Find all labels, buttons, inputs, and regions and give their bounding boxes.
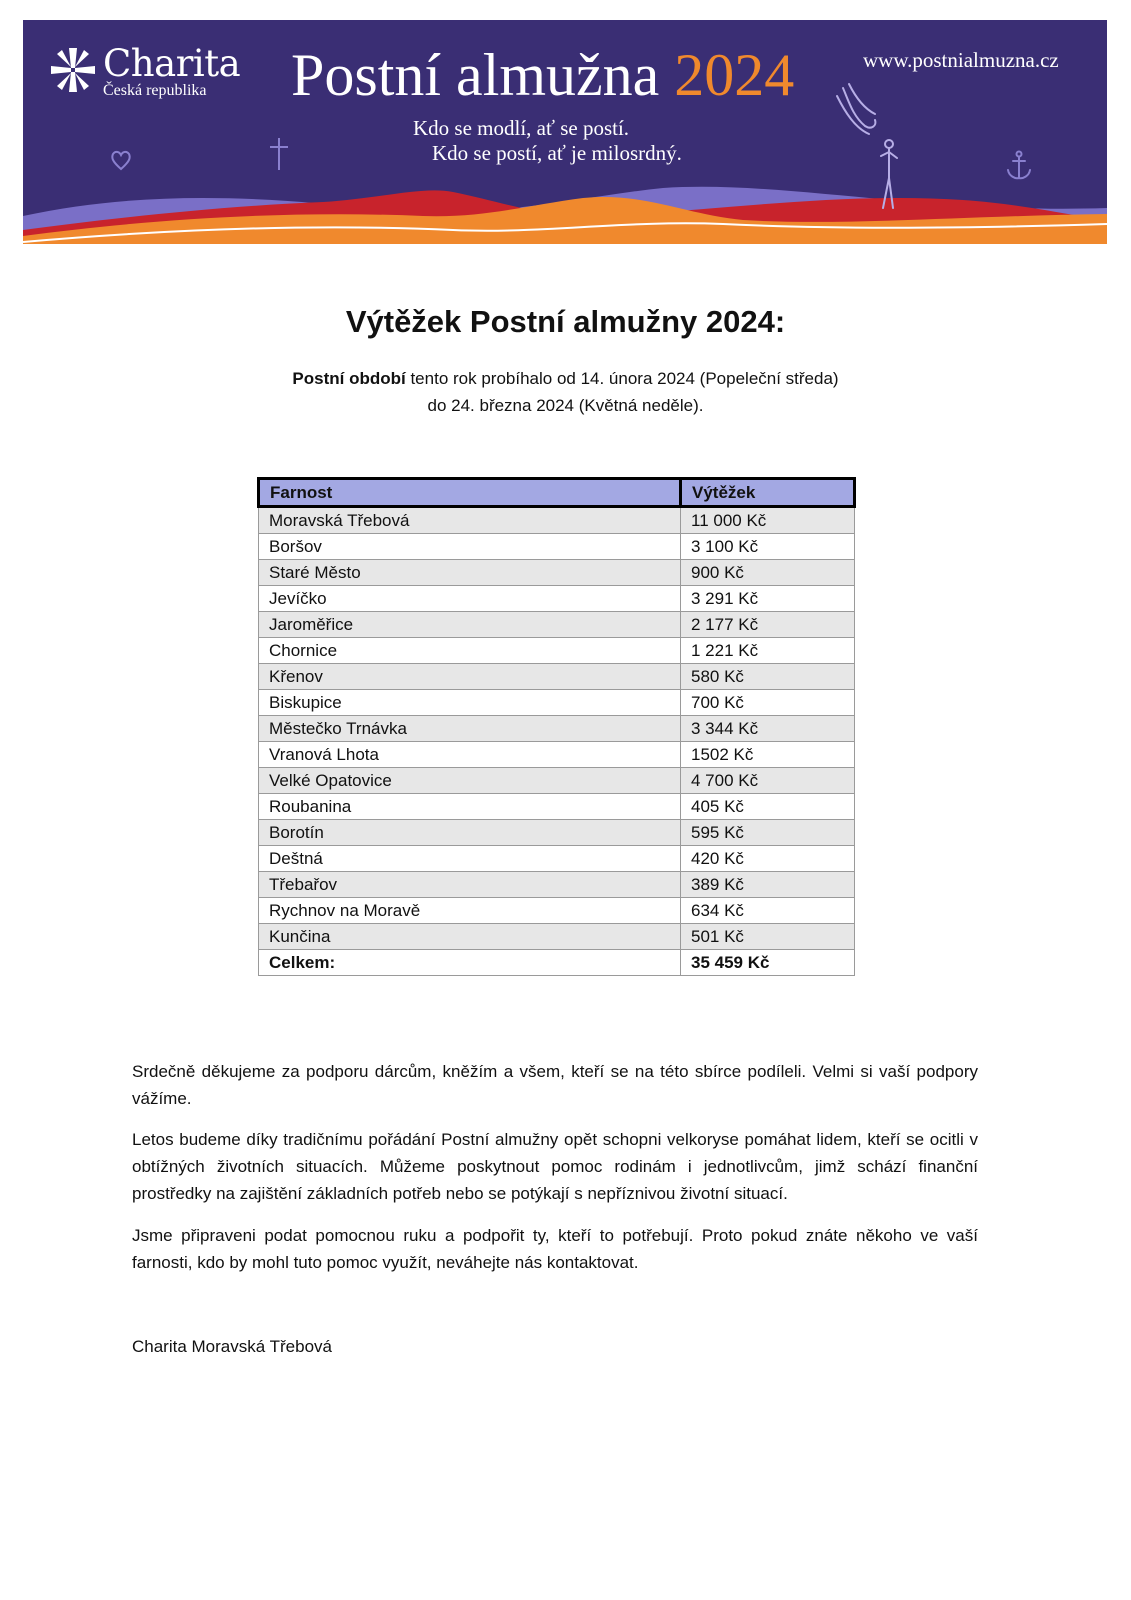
motto-line-2: Kdo se postí, ať je milosrdný. [432,141,682,165]
header-vytezek: Výtěžek [681,479,855,507]
table-row [259,690,855,716]
table-total-row [259,950,855,976]
total-amount: 35 459 Kč [681,950,855,976]
parish-cell: Jevíčko [259,586,681,612]
table-row [259,924,855,950]
cross-icon [267,136,291,172]
parish-cell: Roubanina [259,794,681,820]
header-farnost: Farnost [259,479,681,507]
header-banner [23,20,1107,244]
results-table [257,477,856,976]
amount-cell: 1 221 Kč [681,638,855,664]
amount-cell: 405 Kč [681,794,855,820]
amount-cell: 3 291 Kč [681,586,855,612]
parish-cell: Rychnov na Moravě [259,898,681,924]
motto-line-1: Kdo se modlí, ať se postí. [413,116,630,140]
charita-logo [49,44,240,99]
banner-title-year: 2024 [674,42,795,108]
logo-name: Charita [103,42,241,85]
parish-cell: Křenov [259,664,681,690]
table-row [259,507,855,534]
amount-cell: 580 Kč [681,664,855,690]
heart-icon [109,148,133,172]
table-row [259,768,855,794]
parish-cell: Velké Opatovice [259,768,681,794]
table-header-row [259,479,855,507]
parish-cell: Městečko Trnávka [259,716,681,742]
intro-line-2: do 24. března 2024 (Květná neděle). [427,396,704,415]
table-row [259,664,855,690]
table-row [259,820,855,846]
amount-cell: 389 Kč [681,872,855,898]
banner-title-main: Postní almužna [291,42,660,108]
banner-title [291,42,794,108]
thanks-paragraph: Srdečně děkujeme za podporu dárcům, kněžím a všem, kteří se na této sbírce podíleli. Velmi si vaší podpory vážíme. [132,1062,978,1108]
parish-cell: Boršov [259,534,681,560]
amount-cell: 3 344 Kč [681,716,855,742]
table-row [259,846,855,872]
parish-cell: Jaroměřice [259,612,681,638]
table-row [259,742,855,768]
parish-cell: Třebařov [259,872,681,898]
amount-cell: 1502 Kč [681,742,855,768]
document-title: Výtěžek Postní almužny 2024: [345,304,786,339]
parish-cell: Deštná [259,846,681,872]
signature: Charita Moravská Třebová [132,1337,332,1356]
parish-cell: Kunčina [259,924,681,950]
intro-text [0,365,1131,419]
parish-cell: Vranová Lhota [259,742,681,768]
parish-cell: Chornice [259,638,681,664]
amount-cell: 2 177 Kč [681,612,855,638]
parish-cell: Staré Město [259,560,681,586]
table-row [259,534,855,560]
amount-cell: 420 Kč [681,846,855,872]
parish-cell: Moravská Třebová [259,507,681,534]
helping-hands-icon [835,82,905,212]
table-row [259,638,855,664]
intro-bold: Postní období [292,369,406,388]
table-row [259,612,855,638]
intro-line-1: tento rok probíhalo od 14. února 2024 (Popeleční středa) [405,369,839,388]
table-row [259,586,855,612]
banner-url: www.postnialmuzna.cz [863,48,1059,72]
amount-cell: 595 Kč [681,820,855,846]
amount-cell: 634 Kč [681,898,855,924]
logo-subtitle: Česká republika [103,82,207,99]
charita-cross-icon [49,46,97,94]
amount-cell: 3 100 Kč [681,534,855,560]
amount-cell: 11 000 Kč [681,507,855,534]
table-row [259,898,855,924]
parish-cell: Biskupice [259,690,681,716]
amount-cell: 501 Kč [681,924,855,950]
parish-cell: Borotín [259,820,681,846]
amount-cell: 900 Kč [681,560,855,586]
table-row [259,560,855,586]
help-paragraph: Letos budeme díky tradičnímu pořádání Postní almužny opět schopni velkoryse pomáhat lidem, kteří se ocitli v obtížných životních situacích. Můžeme poskytnout pomoc rodinám i jednotlivcům, jimž schází finanční prostředky na zajištění základních potřeb nebo se potýkají s nepříznivou životní situací. [132,1130,978,1203]
amount-cell: 4 700 Kč [681,768,855,794]
total-label: Celkem: [259,950,681,976]
anchor-icon [1005,150,1033,182]
contact-paragraph: Jsme připraveni podat pomocnou ruku a podpořit ty, kteří to potřebují. Proto pokud znáte někoho ve vaší farnosti, kdo by mohl tuto pomoc využít, neváhejte nás kontaktovat. [132,1226,978,1272]
table-row [259,716,855,742]
table-row [259,872,855,898]
table-row [259,794,855,820]
amount-cell: 700 Kč [681,690,855,716]
